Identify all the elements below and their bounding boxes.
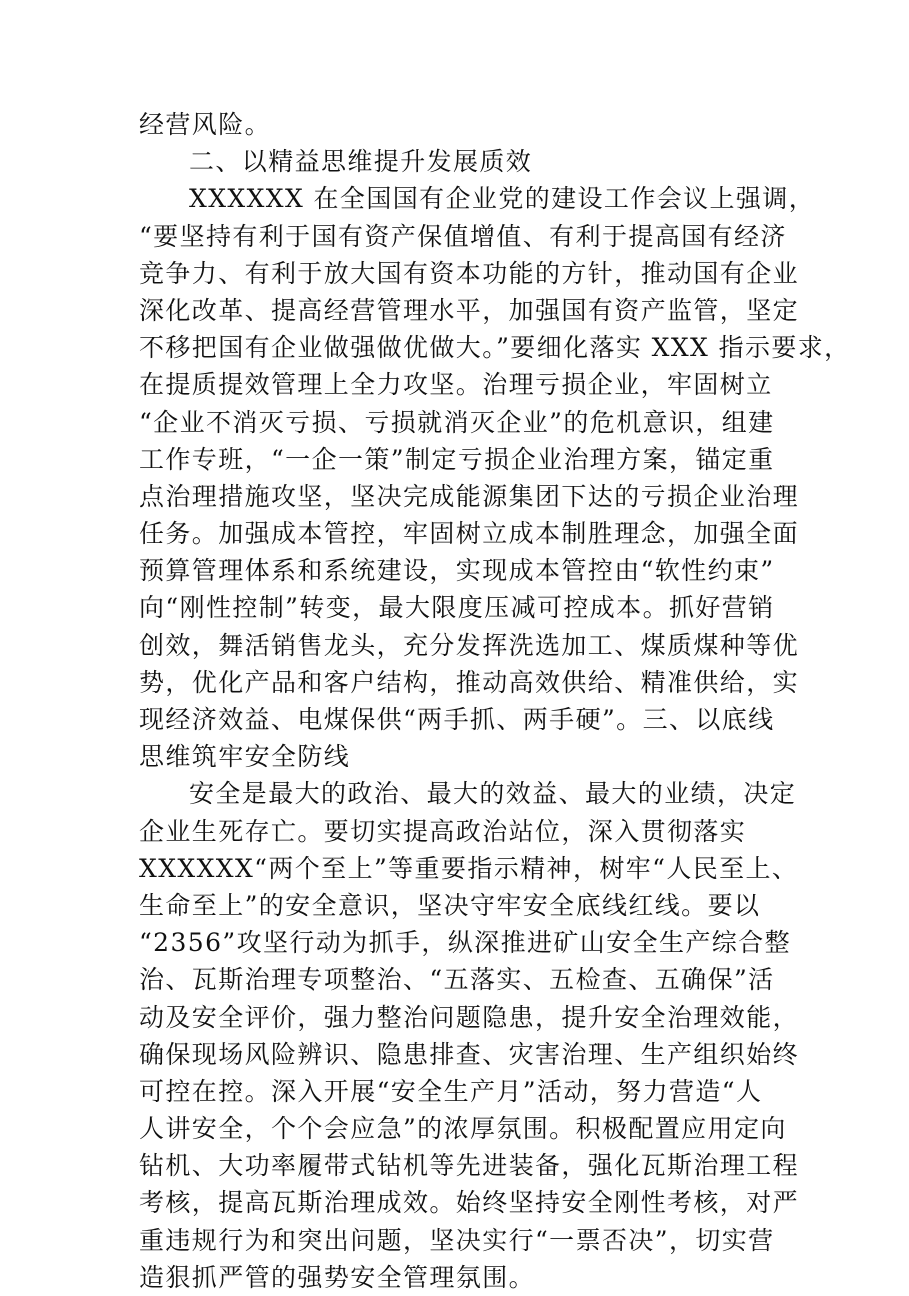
text-line: 生命至上”的安全意识，坚决守牢安全底线红线。要以 <box>139 890 761 920</box>
text-line: XXXXXX 在全国国有企业党的建设工作会议上强调， <box>189 184 816 214</box>
text-line: 治、瓦斯治理专项整治、“五落实、五检查、五确保”活 <box>139 965 775 995</box>
document-body <box>139 106 851 1296</box>
text-line: 钻机、大功率履带式钻机等先进装备，强化瓦斯治理工程 <box>139 1151 800 1181</box>
text-line: 势，优化产品和客户结构，推动高效供给、精准供给，实 <box>139 667 800 697</box>
text-line: 现经济效益、电煤保供“两手抓、两手硬”。三、以底线 <box>139 705 775 734</box>
text-line: 确保现场风险辨识、隐患排查、灾害治理、生产组织始终 <box>139 1039 800 1069</box>
text-line: 造狠抓严管的强势安全管理氛围。 <box>139 1262 536 1292</box>
text-line: 竞争力、有利于放大国有资本功能的方针，推动国有企业 <box>139 258 800 288</box>
section-heading: 二、以精益思维提升发展质效 <box>189 147 533 177</box>
text-line: 动及安全评价，强力整治问题隐患，提升安全治理效能， <box>139 1002 800 1032</box>
text-line: “企业不消灭亏损、亏损就消灭企业”的危机意识，组建 <box>139 407 775 437</box>
text-line: 人讲安全，个个会应急”的浓厚氛围。积极配置应用定向 <box>139 1114 787 1144</box>
text-line: 经营风险。 <box>139 110 272 139</box>
text-line: 点治理措施攻坚，坚决完成能源集团下达的亏损企业治理 <box>139 481 800 511</box>
text-line: 企业生死存亡。要切实提高政治站位，深入贯彻落实 <box>139 816 747 846</box>
text-line: 重违规行为和突出问题，坚决实行“一票否决”，切实营 <box>139 1225 775 1255</box>
text-line: 深化改革、提高经营管理水平，加强国有资产监管，坚定 <box>139 295 800 325</box>
text-line: “2356”攻坚行动为抓手，纵深推进矿山安全生产综合整 <box>139 928 791 958</box>
text-line: 在提质提效管理上全力攻坚。治理亏损企业，牢固树立 <box>139 370 773 400</box>
text-line: 任务。加强成本管控，牢固树立成本制胜理念，加强全面 <box>139 519 800 549</box>
text-line: 工作专班，“一企一策”制定亏损企业治理方案，锚定重 <box>139 444 775 474</box>
text-line: 创效，舞活销售龙头，充分发挥洗选加工、煤质煤种等优 <box>139 630 800 660</box>
section-heading: 思维筑牢安全防线 <box>139 742 351 772</box>
text-line: 安全是最大的政治、最大的效益、最大的业绩，决定 <box>189 779 797 809</box>
text-line: 考核，提高瓦斯治理成效。始终坚持安全刚性考核，对严 <box>139 1188 800 1218</box>
text-line: 预算管理体系和系统建设，实现成本管控由“软性约束” <box>139 556 775 586</box>
text-line: “要坚持有利于国有资产保值增值、有利于提高国有经济 <box>139 221 787 251</box>
text-line: XXXXXX“两个至上”等重要指示精神，树牢“人民至上、 <box>139 853 799 883</box>
text-line: 不移把国有企业做强做优做大。”要细化落实 XXX 指示要求， <box>139 333 851 363</box>
text-line: 向“刚性控制”转变，最大限度压减可控成本。抓好营销 <box>139 593 775 623</box>
text-line: 可控在控。深入开展“安全生产月”活动，努力营造“人 <box>139 1076 763 1106</box>
